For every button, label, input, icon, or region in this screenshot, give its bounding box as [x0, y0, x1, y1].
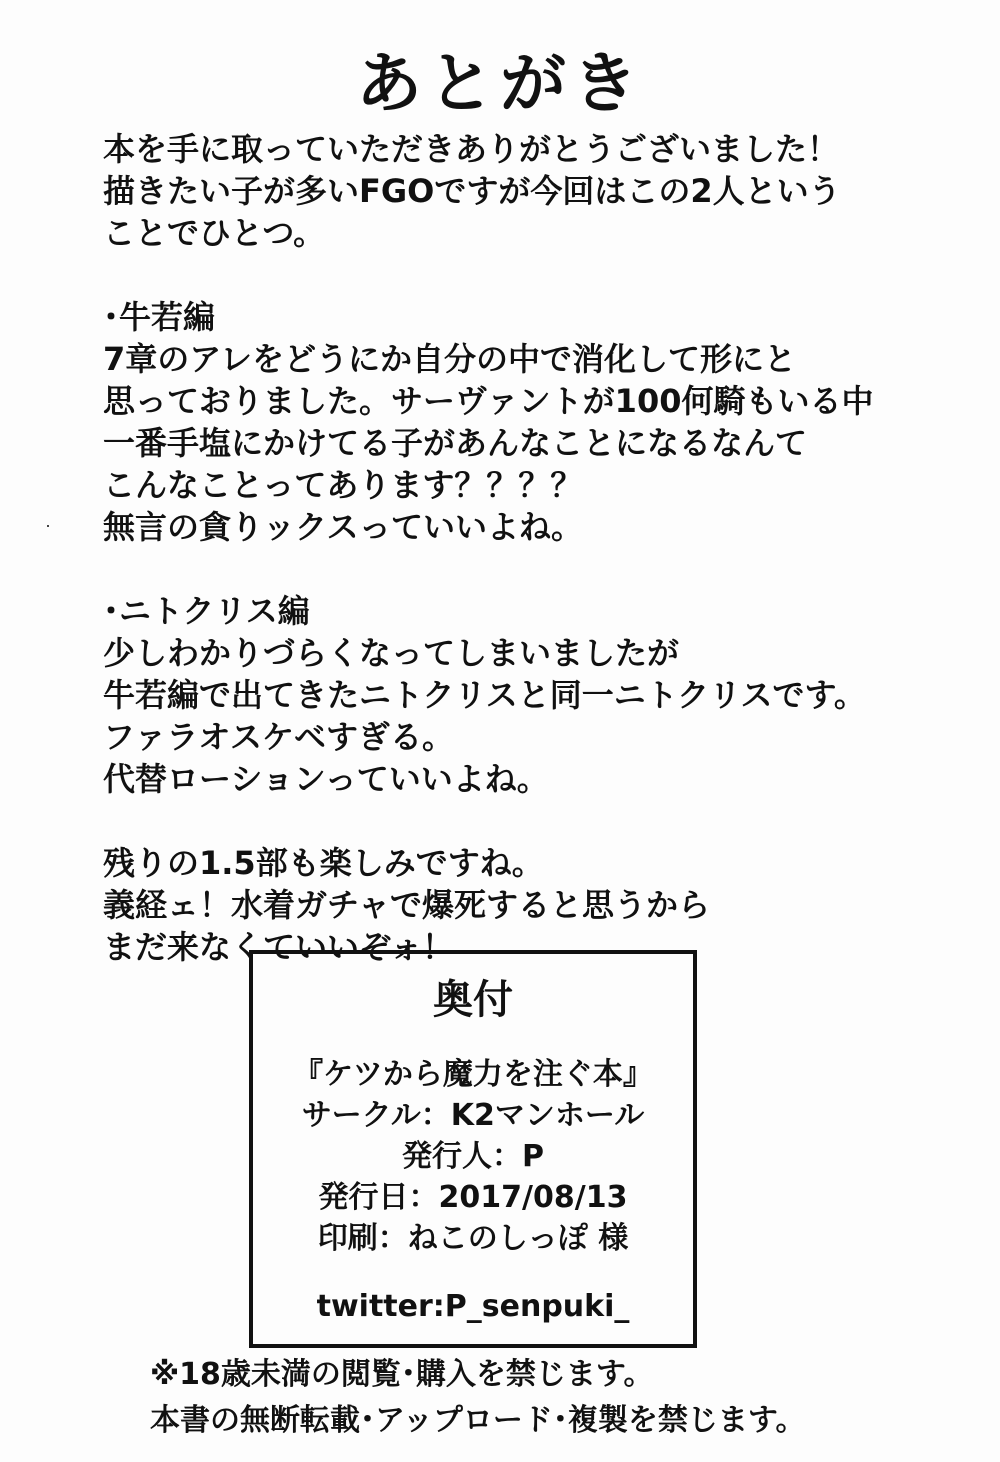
circle-name: サークル：K2マンホール	[301, 1098, 645, 1133]
paragraph-nitocris	[103, 590, 963, 800]
text-line: 一番手塩にかけてる子があんなことになるなんて	[103, 424, 808, 462]
text-line: まだ来なくていいぞォ！	[103, 928, 455, 966]
colophon-box	[249, 950, 697, 1348]
text-line: 牛若編で出てきたニトクリスと同一ニトクリスです。	[103, 676, 866, 714]
text-line: こんなことってあります？？？？	[103, 466, 583, 504]
colophon-heading: 奥付	[433, 977, 513, 1023]
page-title: あとがき	[356, 44, 644, 122]
text-line: ファラオスケベすぎる。	[103, 718, 455, 756]
afterword-text	[103, 128, 963, 1010]
copy-notice: 本書の無断転載･アップロード･複製を禁じます。	[150, 1403, 806, 1438]
publisher-name: 発行人：P	[402, 1139, 544, 1174]
text-line: 義経ェ！水着ガチャで爆死すると思うから	[103, 886, 711, 924]
book-title: 『ケツから魔力を注ぐ本』	[293, 1057, 653, 1092]
legal-notices	[150, 1352, 910, 1444]
scan-speck	[47, 525, 49, 527]
text-line: 無言の貪りックスっていいよね。	[103, 508, 584, 546]
section-heading: ･牛若編	[103, 298, 216, 336]
text-line: ことでひとつ。	[103, 214, 326, 252]
section-heading: ･ニトクリス編	[103, 592, 310, 630]
printer-name: 印刷：ねこのしっぽ 様	[317, 1221, 629, 1256]
twitter-handle: twitter:P_senpuki_	[316, 1289, 630, 1324]
text-line: 代替ローションっていいよね。	[103, 760, 549, 798]
paragraph-thanks	[103, 128, 963, 254]
age-notice: ※18歳未満の閲覧･購入を禁じます。	[150, 1357, 654, 1392]
publish-date: 発行日：2017/08/13	[318, 1180, 628, 1215]
text-line: 本を手に取っていただきありがとうございました！	[103, 130, 840, 168]
text-line: 思っておりました。サーヴァントが100何騎もいる中	[103, 382, 874, 420]
text-line: 7章のアレをどうにか自分の中で消化して形にと	[103, 340, 796, 378]
text-line: 少しわかりづらくなってしまいましたが	[103, 634, 680, 672]
paragraph-ushiwaka	[103, 296, 963, 548]
text-line: 描きたい子が多いFGOですが今回はこの2人という	[103, 172, 841, 210]
text-line: 残りの1.5部も楽しみですね。	[103, 844, 544, 882]
